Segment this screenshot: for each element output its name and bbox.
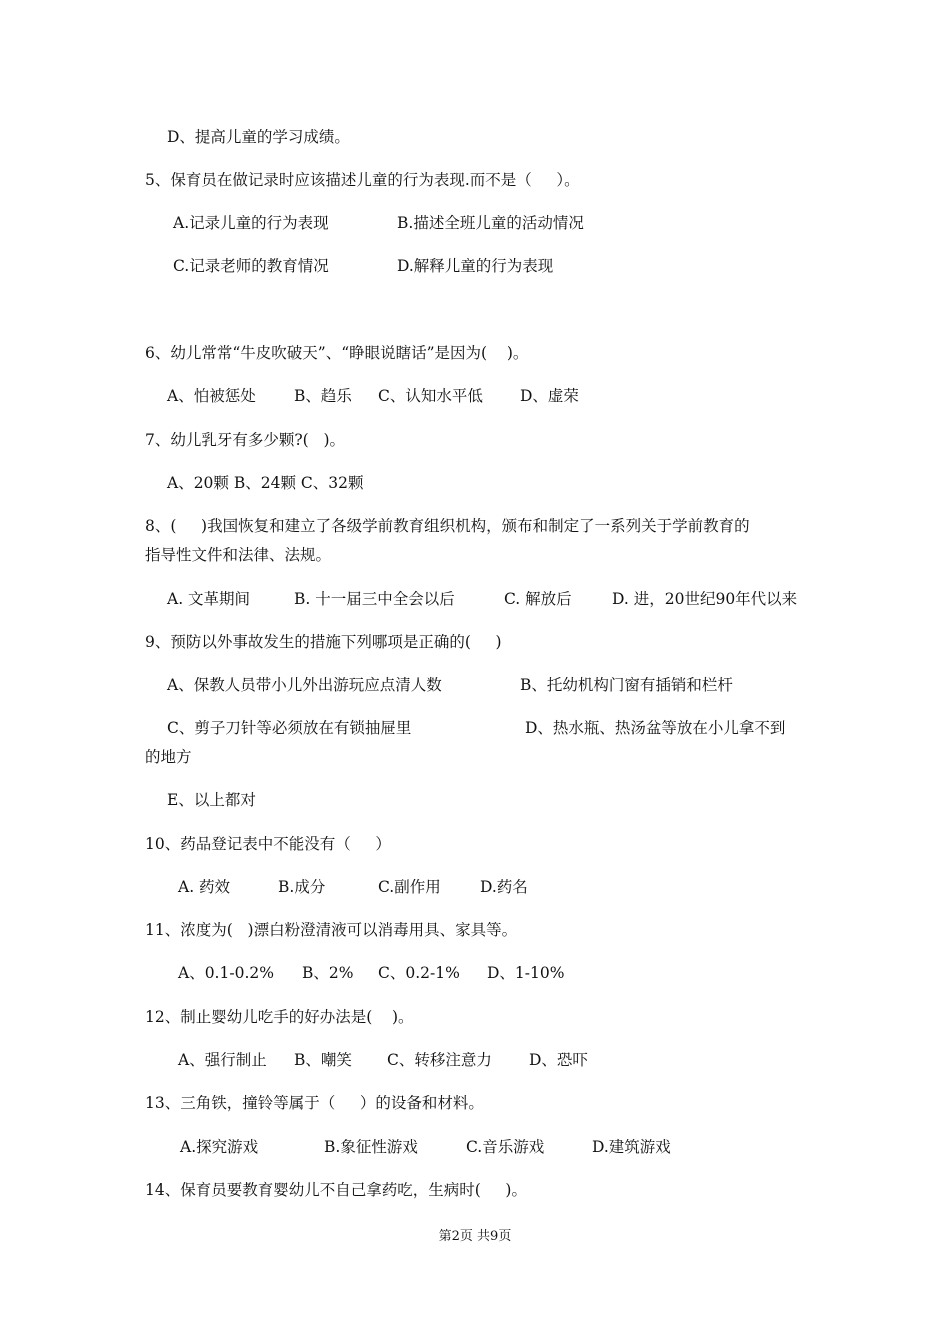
option-4d: D、提高儿童的学习成绩。 bbox=[167, 128, 350, 146]
option-11a: A、0.1-0.2% bbox=[178, 964, 274, 982]
option-12d: D、恐吓 bbox=[529, 1051, 588, 1069]
option-8d: D. 进，20世纪90年代以来 bbox=[612, 590, 798, 608]
option-9d: D、热水瓶、热汤盆等放在小儿拿不到 bbox=[525, 719, 786, 737]
option-5d: D.解释儿童的行为表现 bbox=[397, 257, 554, 275]
option-10c: C.副作用 bbox=[378, 878, 441, 896]
option-12c: C、转移注意力 bbox=[387, 1051, 492, 1069]
option-8c: C. 解放后 bbox=[504, 590, 572, 608]
option-6c: C、认知水平低 bbox=[378, 387, 483, 405]
question-11: 11、浓度为( )漂白粉澄清液可以消毒用具、家具等。 bbox=[145, 921, 518, 939]
option-5c: C.记录老师的教育情况 bbox=[173, 257, 329, 275]
option-13c: C.音乐游戏 bbox=[466, 1138, 545, 1156]
option-10d: D.药名 bbox=[480, 878, 528, 896]
option-12b: B、嘲笑 bbox=[294, 1051, 352, 1069]
option-10b: B.成分 bbox=[278, 878, 326, 896]
question-14: 14、保育员要教育婴幼儿不自己拿药吃，生病时( )。 bbox=[145, 1181, 527, 1199]
option-6d: D、虚荣 bbox=[520, 387, 579, 405]
option-8a: A. 文革期间 bbox=[167, 590, 251, 608]
option-13a: A.探究游戏 bbox=[180, 1138, 259, 1156]
option-11c: C、0.2-1% bbox=[378, 964, 460, 982]
option-5b: B.描述全班儿童的活动情况 bbox=[397, 214, 584, 232]
option-9a: A、保教人员带小儿外出游玩应点清人数 bbox=[167, 676, 442, 694]
question-8: 8、( )我国恢复和建立了各级学前教育组织机构，颁布和制定了一系列关于学前教育的 bbox=[145, 517, 750, 535]
question-13: 13、三角铁，撞铃等属于（ ）的设备和材料。 bbox=[145, 1094, 484, 1112]
option-10a: A. 药效 bbox=[178, 878, 231, 896]
option-9d-cont: 的地方 bbox=[145, 748, 192, 766]
question-7: 7、幼儿乳牙有多少颗?( )。 bbox=[145, 431, 346, 449]
option-11b: B、2% bbox=[302, 964, 354, 982]
options-7: A、20颗 B、24颗 C、32颗 bbox=[167, 474, 364, 492]
option-6a: A、怕被惩处 bbox=[167, 387, 256, 405]
question-5: 5、保育员在做记录时应该描述儿童的行为表现.而不是（ ）。 bbox=[145, 171, 580, 189]
option-11d: D、1-10% bbox=[487, 964, 565, 982]
question-12: 12、制止婴幼儿吃手的好办法是( )。 bbox=[145, 1008, 414, 1026]
question-10: 10、药品登记表中不能没有（ ） bbox=[145, 835, 391, 853]
question-9: 9、预防以外事故发生的措施下列哪项是正确的( ) bbox=[145, 633, 502, 651]
option-8b: B. 十一届三中全会以后 bbox=[294, 590, 455, 608]
question-6: 6、幼儿常常“牛皮吹破天”、“睁眼说瞎话”是因为( )。 bbox=[145, 344, 529, 362]
option-13b: B.象征性游戏 bbox=[324, 1138, 418, 1156]
option-9b: B、托幼机构门窗有插销和栏杆 bbox=[520, 676, 733, 694]
option-9e: E、以上都对 bbox=[167, 791, 256, 809]
option-5a: A.记录儿童的行为表现 bbox=[173, 214, 329, 232]
option-13d: D.建筑游戏 bbox=[592, 1138, 671, 1156]
option-9c: C、剪子刀针等必须放在有锁抽屉里 bbox=[167, 719, 412, 737]
page-footer: 第2页 共9页 bbox=[438, 1229, 512, 1244]
option-12a: A、强行制止 bbox=[178, 1051, 267, 1069]
option-6b: B、趋乐 bbox=[294, 387, 352, 405]
question-8-cont: 指导性文件和法律、法规。 bbox=[145, 546, 332, 564]
